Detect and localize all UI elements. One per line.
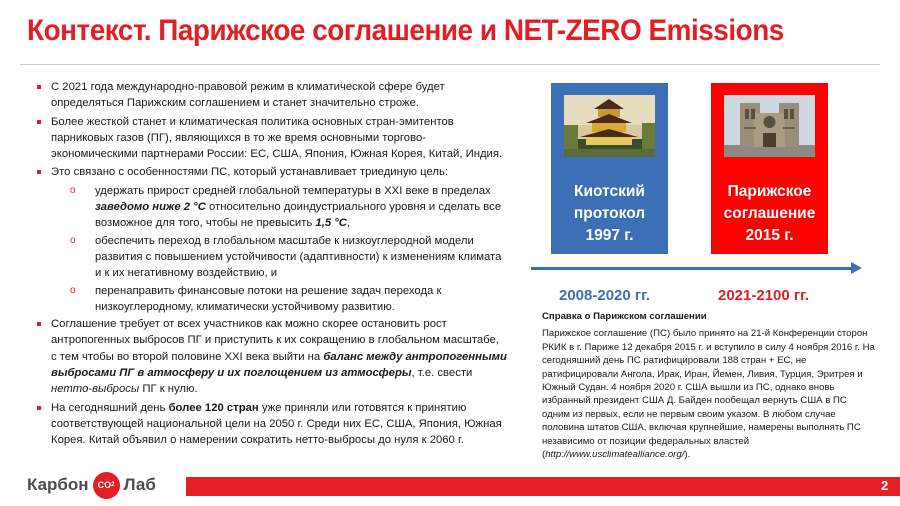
co2-text: CO xyxy=(97,480,112,490)
reference-body xyxy=(542,327,877,461)
paris-caption-line: 2015 г. xyxy=(745,227,794,244)
logo-word-right: Лаб xyxy=(123,475,156,494)
paris-caption-line: соглашение xyxy=(723,205,816,222)
bold-text: более 120 стран xyxy=(168,401,259,414)
sub-bullet-marker: o xyxy=(70,284,76,296)
bullet-marker xyxy=(37,406,41,410)
bullet-item xyxy=(37,164,507,180)
bullet-item xyxy=(37,114,507,163)
bullet-marker xyxy=(37,120,41,124)
bullet-item xyxy=(37,79,507,112)
bullet-text: уже приняли или готовятся к принятию соответствующей национальной цели на 2050 г. Среди них ЕС, США, Япония, Южная Корея. Китай объявил о намерении сократить нетто-выбросы до нуля к 2060 г. xyxy=(51,401,502,447)
emphasis-text: заведомо ниже 2 °С xyxy=(95,201,206,214)
reference-title: Справка о Парижском соглашении xyxy=(542,311,707,322)
bullet-text: Это связано с особенностями ПС, который устанавливает триединую цель: xyxy=(51,166,448,179)
bullet-text: С 2021 года международно-правовой режим в климатической сфере будет определяться Парижским соглашением и станет значительно строже. xyxy=(51,81,445,110)
kyoto-protocol-card xyxy=(551,83,668,254)
bullet-text: Соглашение требует от всех участников как можно скорее остановить рост антропогенных выбросов ПГ и приступить к их сокращению в глобальном масштабе, с тем чтобы во второй половине XXI века выйти на xyxy=(51,318,499,363)
co2-subscript: 2 xyxy=(111,482,115,488)
kyoto-caption-line: Киотский xyxy=(574,183,645,200)
bullet-text: ПГ к нулю. xyxy=(139,383,198,396)
bullet-item xyxy=(37,400,507,449)
slide-title: Контекст. Парижское соглашение и NET-ZERO Emissions xyxy=(27,14,784,47)
bullet-marker xyxy=(37,322,41,326)
reference-text: ). xyxy=(684,449,691,461)
sub-bullet-item xyxy=(37,183,507,232)
sub-bullet-text: обеспечить переход в глобальном масштабе к низкоуглеродной модели развития с повышением устойчивости (адаптивности) к изменениям климата и к их негативному воздействию, и xyxy=(95,234,502,280)
paris-notre-dame-image xyxy=(724,95,815,157)
sub-bullet-text: перенаправить финансовые потоки на решение задач перехода к низкоуглеродному, климатически устойчивому развитию. xyxy=(95,284,442,313)
kyoto-caption-line: 1997 г. xyxy=(585,227,634,244)
reference-box xyxy=(542,310,877,461)
sub-bullet-item xyxy=(37,283,507,316)
sub-bullet-marker: o xyxy=(70,184,76,196)
sub-bullet-text: удержать прирост средней глобальной температуры в XXI веке в пределах xyxy=(95,184,491,197)
company-logo xyxy=(27,470,156,500)
paris-agreement-card xyxy=(711,83,828,254)
period-label-right: 2021-2100 гг. xyxy=(718,287,810,304)
bullet-text: На сегодняшний день xyxy=(51,401,169,414)
emphasis-text: баланс между антропогенными выбросами ПГ в атмосферу и их поглощением из атмосферы xyxy=(51,350,507,380)
sub-bullet-marker: o xyxy=(70,234,76,246)
kyoto-temple-image xyxy=(564,95,655,157)
emphasis-text: 1,5 °С xyxy=(315,217,347,230)
timeline-arrow-icon xyxy=(851,262,862,274)
bullet-text: Более жесткой станет и климатическая политика основных стран-эмитентов парниковых газов (ПГ), являющихся в то же время основными торгово-экономическими партнерами России: ЕС, США, Япония, Южная Корея, Китай, Индия. xyxy=(51,115,503,161)
period-label-left: 2008-2020 гг. xyxy=(559,287,651,304)
bullet-marker xyxy=(37,170,41,174)
page-number: 2 xyxy=(881,478,889,493)
kyoto-caption xyxy=(551,181,668,247)
sub-bullet-text: , xyxy=(346,217,351,230)
timeline-axis xyxy=(531,267,853,270)
italic-text: нетто-выбросы xyxy=(51,383,140,396)
title-divider xyxy=(20,64,880,65)
reference-link[interactable]: http://www.usclimatealliance.org/ xyxy=(545,449,685,461)
footer-bar xyxy=(186,477,900,496)
sub-bullet-text: относительно доиндустриального уровня и сделать все возможное для того, чтобы не превысить xyxy=(95,201,502,230)
bullet-item xyxy=(37,316,507,397)
bullet-text: , т.е. свести xyxy=(411,367,473,380)
paris-caption-line: Парижское xyxy=(727,183,812,200)
paris-caption xyxy=(711,181,828,247)
bullet-marker xyxy=(37,85,41,89)
reference-text: Парижское соглашение (ПС) было принято на 21-й Конференции сторон РКИК в г. Париже 12 декабря 2015 г. и вступило в силу 4 ноября 2016 г. На сегодняшний день ПС ратифицировали 188 стран + ЕС, не ратифицировали Ангола, Ирак, Иран, Йемен, Ливия, Турция, Эритрея и Южный Судан. 4 ноября 2020 г. США вышли из ПС, однако вновь избранный президент США Д. Байден пообещал вернуть США в ПС одним из первых, если не первым своим указом. В любом случае половина штатов США, включая крупнейшие, намерены выполнять ПС независимо от позиции федеральных властей ( xyxy=(542,328,875,461)
kyoto-caption-line: протокол xyxy=(573,205,646,222)
bullet-list xyxy=(37,79,507,451)
co2-badge-icon xyxy=(93,472,120,499)
logo-word-left: Карбон xyxy=(27,475,89,494)
sub-bullet-item xyxy=(37,233,507,282)
